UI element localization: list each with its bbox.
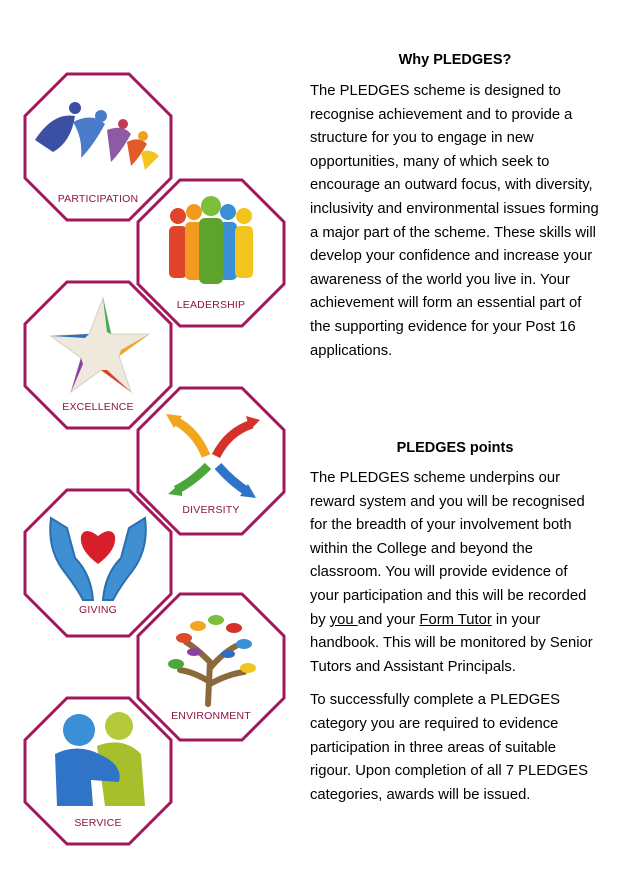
points-text-after: in your handbook. This will be monitored by Senior Tutors and Assistant Principals. xyxy=(310,611,593,675)
why-section xyxy=(310,52,600,363)
points-heading: PLEDGES points xyxy=(396,440,514,456)
points-section xyxy=(310,440,600,807)
points-text-and: and your xyxy=(357,611,420,628)
participation-label: PARTICIPATION xyxy=(57,193,139,205)
points-paragraph-2: To successfully complete a PLEDGES category you are required to evidence participation in three areas of suitable rigour. Upon completion of all 7 PLEDGES categories, awards will be issued. xyxy=(310,692,588,803)
points-paragraph-1 xyxy=(310,467,600,679)
diversity-label: DIVERSITY xyxy=(182,504,240,516)
you-underlined: you xyxy=(329,611,358,628)
service-badge xyxy=(23,696,173,846)
giving-label: GIVING xyxy=(79,604,117,616)
why-heading: Why PLEDGES? xyxy=(398,52,512,68)
points-text: The PLEDGES scheme underpins our reward system and you will be recognised for the breadth of your involvement both within the College and beyond the classroom. You will provide evidence of your participation and this will be recorded by xyxy=(310,470,587,628)
leadership-label: LEADERSHIP xyxy=(176,299,246,311)
service-label: SERVICE xyxy=(74,817,122,829)
environment-label: ENVIRONMENT xyxy=(171,710,251,722)
why-body: The PLEDGES scheme is designed to recognise achievement and to provide a structure for you to engage in new opportunities, many of which seek to encourage an outward focus, with diversity, inclusivity and environmental issues forming a major part of the scheme. These skills will develop your confidence and increase your awareness of the world you live in. Your achievement will form an essential part of the supporting evidence for your Post 16 applications. xyxy=(310,83,599,359)
excellence-label: EXCELLENCE xyxy=(62,401,134,413)
form-tutor-underlined: Form Tutor xyxy=(419,611,492,628)
